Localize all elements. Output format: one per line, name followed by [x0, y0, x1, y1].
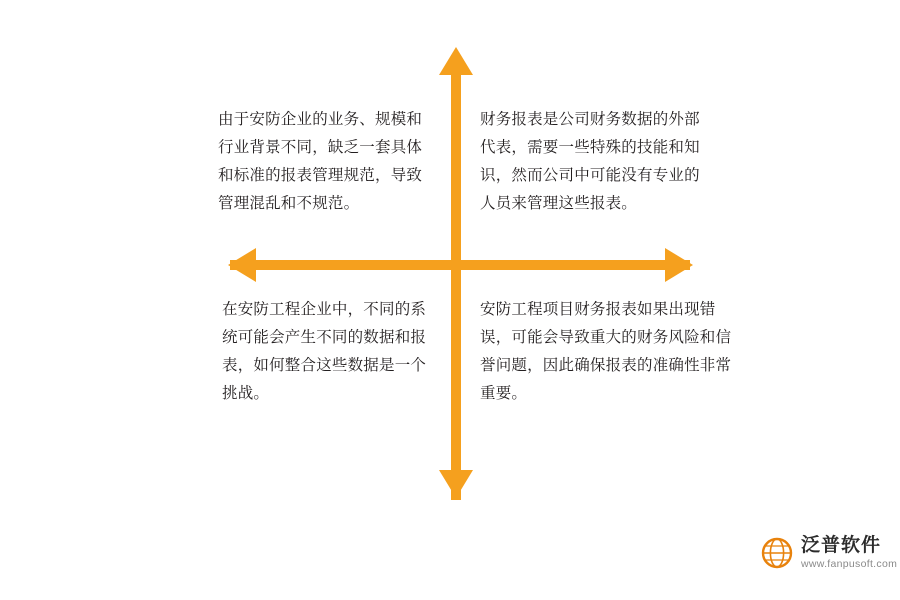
- watermark-brand-name: 泛普软件: [801, 535, 882, 557]
- quadrant-top-right-text: 财务报表是公司财务数据的外部代表，需要一些特殊的技能和知识，然而公司中可能没有专业的人员来管理这些报表。: [480, 111, 700, 212]
- watermark-logo: [760, 536, 897, 570]
- arrow-right-icon: [665, 248, 693, 282]
- watermark-text-group: [801, 536, 897, 570]
- horizontal-axis: [230, 260, 690, 270]
- arrow-left-icon: [228, 248, 256, 282]
- quadrant-bottom-right-text: 安防工程项目财务报表如果出现错误，可能会导致重大的财务风险和信誉问题，因此确保报表的准确性非常重要。: [480, 301, 732, 402]
- quadrant-bottom-left-text: 在安防工程企业中，不同的系统可能会产生不同的数据和报表，如何整合这些数据是一个挑战。: [222, 301, 427, 402]
- vertical-axis: [451, 55, 461, 500]
- arrow-up-icon: [439, 47, 473, 75]
- watermark-url: www.fanpusoft.com: [801, 558, 898, 571]
- quadrant-top-left-text: 由于安防企业的业务、规模和行业背景不同，缺乏一套具体和标准的报表管理规范，导致管理混乱和不规范。: [218, 111, 423, 212]
- arrow-down-icon: [439, 470, 473, 498]
- globe-icon: [760, 536, 794, 570]
